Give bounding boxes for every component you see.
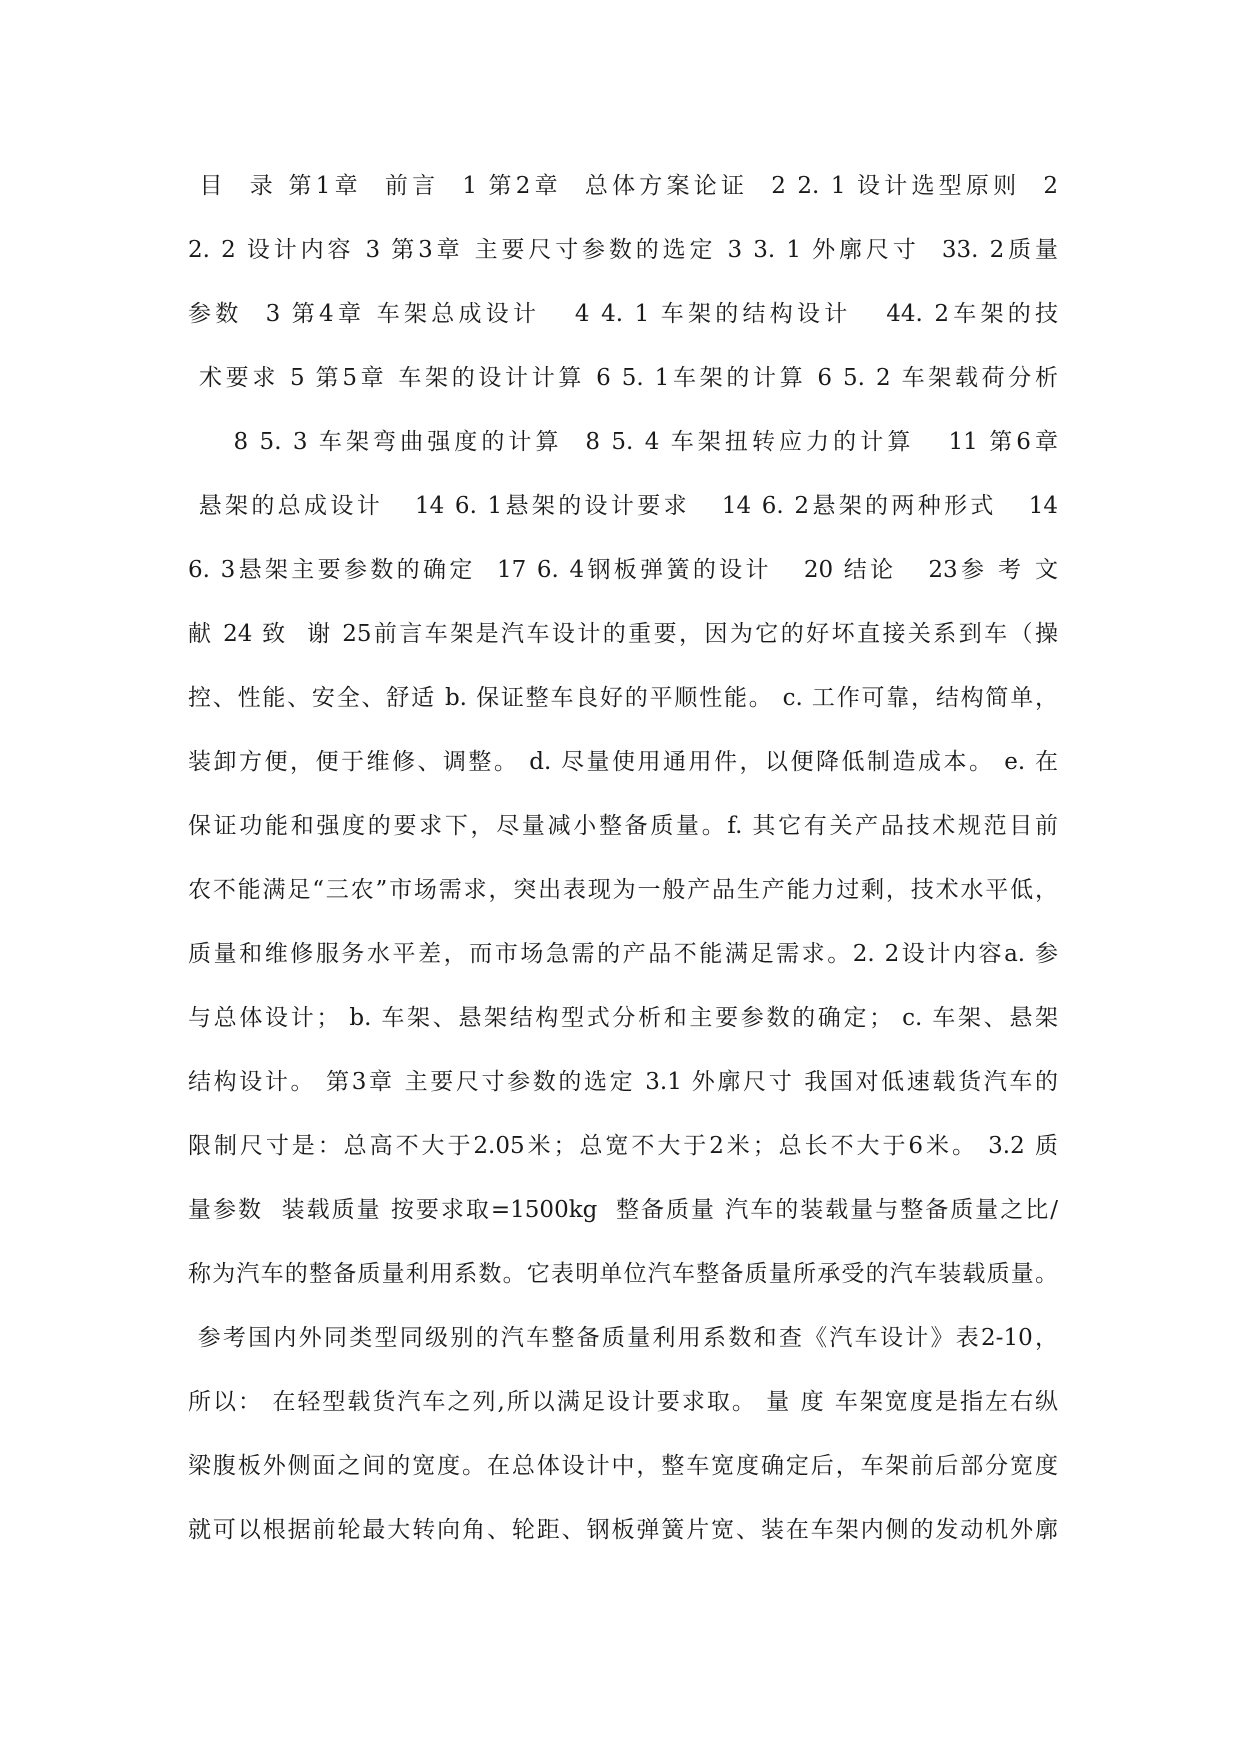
text-line: 控、性能、安全、舒适 b. 保证整车良好的平顺性能。 c. 工作可靠，结构简单， <box>188 685 1058 711</box>
body-text <box>188 166 1058 1686</box>
text-line: 保证功能和强度的要求下，尽量减小整备质量。f. 其它有关产品技术规范目前 <box>188 813 1058 839</box>
text-line: 就可以根据前轮最大转向角、轮距、钢板弹簧片宽、装在车架内侧的发动机外廓 <box>188 1517 1058 1543</box>
text-line: 梁腹板外侧面之间的宽度。在总体设计中，整车宽度确定后，车架前后部分宽度 <box>188 1453 1058 1479</box>
text-line: 2. 2 设计内容 3 第3章 主要尺寸参数的选定 3 3. 1 外廓尺寸 33. 2质量 <box>188 237 1058 263</box>
text-line: 装卸方便，便于维修、调整。 d. 尽量使用通用件，以便降低制造成本。 e. 在 <box>188 749 1058 775</box>
text-line: 量参数 装载质量 按要求取=1500kg 整备质量 汽车的装载量与整备质量之比/ <box>188 1197 1058 1223</box>
text-line: 农不能满足“三农”市场需求，突出表现为一般产品生产能力过剩，技术水平低， <box>188 877 1058 903</box>
text-line: 参数 3 第4章 车架总成设计 4 4. 1 车架的结构设计 44. 2车架的技 <box>188 301 1058 327</box>
text-line: 参考国内外同类型同级别的汽车整备质量利用系数和查《汽车设计》表2-10， <box>188 1325 1058 1351</box>
text-line: 目 录 第1章 前言 1 第2章 总体方案论证 2 2. 1 设计选型原则 2 <box>188 173 1058 199</box>
text-line: 结构设计。 第3章 主要尺寸参数的选定 3.1 外廓尺寸 我国对低速载货汽车的 <box>188 1069 1058 1095</box>
text-line: 限制尺寸是：总高不大于2.05米；总宽不大于2米；总长不大于6米。 3.2 质 <box>188 1133 1058 1159</box>
text-line: 质量和维修服务水平差，而市场急需的产品不能满足需求。2. 2设计内容a. 参 <box>188 941 1058 967</box>
text-line: 术要求 5 第5章 车架的设计计算 6 5. 1车架的计算 6 5. 2 车架载荷分析 <box>188 365 1058 391</box>
text-line: 6. 3悬架主要参数的确定 17 6. 4钢板弹簧的设计 20 结论 23参 考 文 <box>188 557 1058 583</box>
text-line: 称为汽车的整备质量利用系数。它表明单位汽车整备质量所承受的汽车装载质量。 <box>188 1261 1058 1287</box>
text-line: 献 24 致 谢 25前言车架是汽车设计的重要，因为它的好坏直接关系到车（操 <box>188 621 1058 647</box>
text-line: 8 5. 3 车架弯曲强度的计算 8 5. 4 车架扭转应力的计算 11 第6章 <box>188 429 1058 455</box>
text-line: 所以： 在轻型载货汽车之列,所以满足设计要求取。 量 度 车架宽度是指左右纵 <box>188 1389 1058 1415</box>
text-line: 与总体设计； b. 车架、悬架结构型式分析和主要参数的确定； c. 车架、悬架 <box>188 1005 1058 1031</box>
text-line: 悬架的总成设计 14 6. 1悬架的设计要求 14 6. 2悬架的两种形式 14 <box>188 493 1058 519</box>
